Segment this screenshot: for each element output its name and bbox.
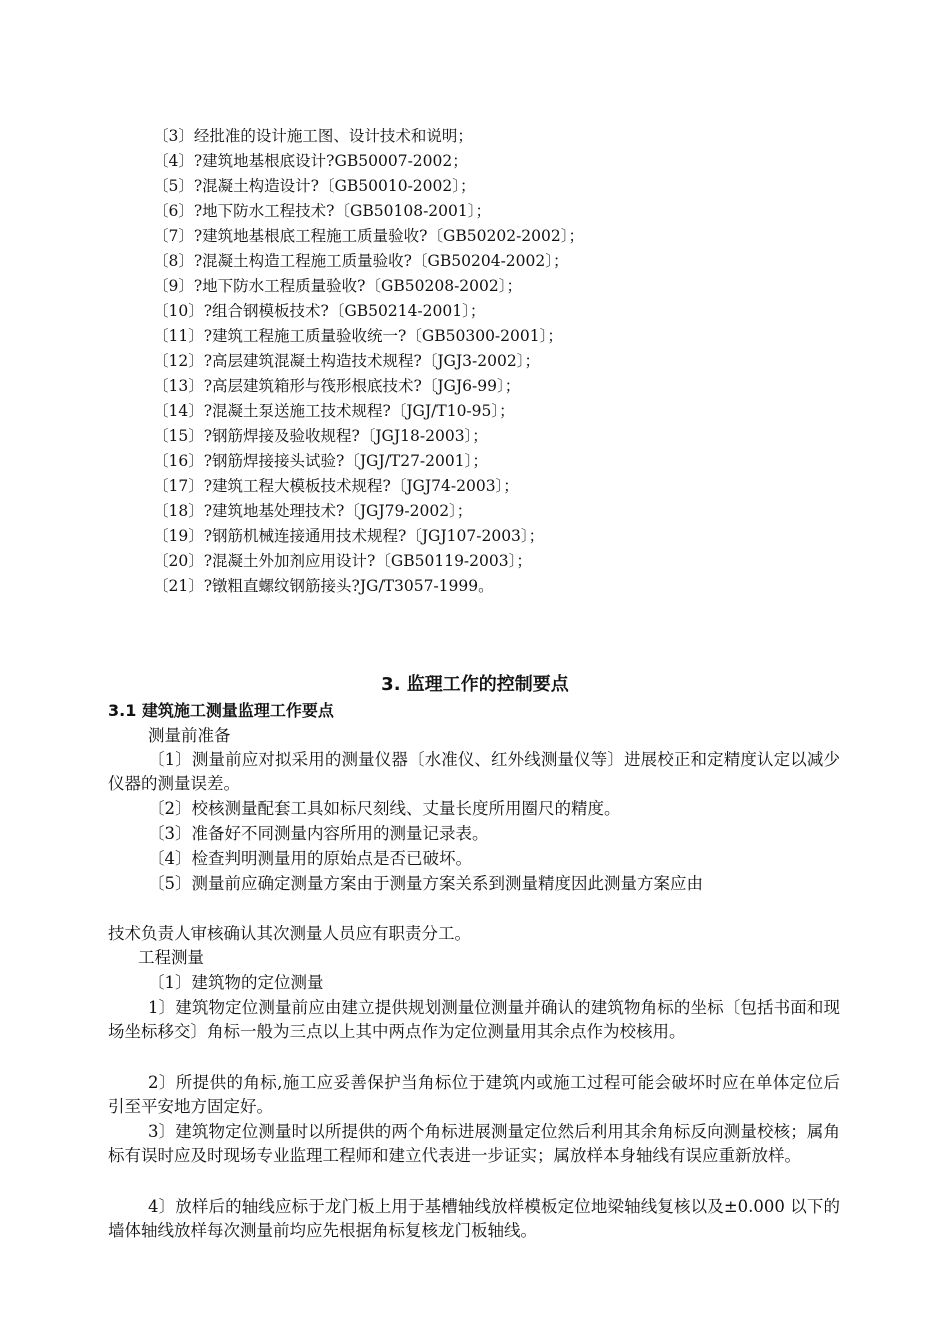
reference-item: 〔13〕?高层建筑箱形与筏形根底技术?〔JGJ6-99〕；	[153, 377, 521, 395]
reference-item: 〔11〕?建筑工程施工质量验收统一?〔GB50300-2001〕；	[153, 327, 563, 345]
reference-item: 〔20〕?混凝土外加剂应用设计?〔GB50119-2003〕；	[153, 552, 532, 570]
section-title: 3. 监理工作的控制要点	[381, 674, 569, 695]
eng-heading: 工程测量	[138, 948, 204, 967]
reference-list	[153, 124, 584, 599]
eng-paragraph-2: 2〕所提供的角标,施工应妥善保护当角标位于建筑内或施工过程可能会破坏时应在单体定位后引至平安地方固定好。	[108, 1073, 840, 1116]
subsection-title: 3.1 建筑施工测量监理工作要点	[108, 701, 334, 720]
reference-item: 〔15〕?钢筋焊接及验收规程?〔JGJ18-2003〕；	[153, 427, 488, 445]
reference-item: 〔9〕?地下防水工程质量验收?〔GB50208-2002〕；	[153, 277, 522, 295]
reference-item: 〔14〕?混凝土泵送施工技术规程?〔JGJ/T10-95〕；	[153, 402, 515, 420]
eng-paragraph-1: 1〕建筑物定位测量前应由建立提供规划测量位测量并确认的建筑物角标的坐标〔包括书面和现场坐标移交〕角标一般为三点以上其中两点作为定位测量用其余点作为校核用。	[108, 998, 840, 1041]
reference-item: 〔18〕?建筑地基处理技术?〔JGJ79-2002〕；	[153, 502, 473, 520]
prep-item-1: 〔1〕测量前应对拟采用的测量仪器〔水准仪、红外线测量仪等〕进展校正和定精度认定以减少仪器的测量误差。	[108, 750, 840, 793]
reference-item: 〔6〕?地下防水工程技术?〔GB50108-2001〕；	[153, 202, 491, 220]
eng-paragraph-4: 4〕放样后的轴线应标于龙门板上用于基槽轴线放样模板定位地梁轴线复核以及±0.000 以下的墙体轴线放样每次测量前均应先根据角标复核龙门板轴线。	[108, 1197, 840, 1240]
reference-item: 〔12〕?高层建筑混凝土构造技术规程?〔JGJ3-2002〕；	[153, 352, 540, 370]
reference-item: 〔10〕?组合钢模板技术?〔GB50214-2001〕；	[153, 302, 486, 320]
reference-item: 〔19〕?钢筋机械连接通用技术规程?〔JGJ107-2003〕；	[153, 527, 545, 545]
reference-item: 〔16〕?钢筋焊接接头试验?〔JGJ/T27-2001〕；	[153, 452, 488, 470]
eng-paragraph-3: 3〕建筑物定位测量时以所提供的两个角标进展测量定位然后利用其余角标反向测量校核；属角标有误时应及时现场专业监理工程师和建立代表进一步证实；属放样本身轴线有误应重新放样。	[108, 1122, 840, 1165]
prep-item-4: 〔4〕检查判明测量用的原始点是否已破坏。	[148, 849, 472, 868]
reference-item: 〔8〕?混凝土构造工程施工质量验收?〔GB50204-2002〕；	[153, 252, 569, 270]
reference-item: 〔17〕?建筑工程大模板技术规程?〔JGJ74-2003〕；	[153, 477, 519, 495]
prep-item-2: 〔2〕校核测量配套工具如标尺刻线、丈量长度所用圈尺的精度。	[148, 799, 621, 818]
prep-item-5-continued: 技术负责人审核确认其次测量人员应有职责分工。	[108, 924, 471, 943]
prep-heading: 测量前准备	[148, 726, 231, 745]
reference-item: 〔5〕?混凝土构造设计?〔GB50010-2002〕；	[153, 177, 476, 195]
reference-item: 〔21〕?镦粗直螺纹钢筋接头?JG/T3057-1999。	[153, 577, 494, 595]
reference-item: 〔3〕经批准的设计施工图、设计技术和说明；	[153, 127, 473, 145]
reference-item: 〔4〕?建筑地基根底设计?GB50007-2002；	[153, 152, 468, 170]
prep-item-3: 〔3〕准备好不同测量内容所用的测量记录表。	[148, 824, 489, 843]
reference-item: 〔7〕?建筑地基根底工程施工质量验收?〔GB50202-2002〕；	[153, 227, 584, 245]
prep-item-5: 〔5〕测量前应确定测量方案由于测量方案关系到测量精度因此测量方案应由	[148, 874, 703, 893]
eng-sub-heading: 〔1〕建筑物的定位测量	[148, 973, 324, 992]
